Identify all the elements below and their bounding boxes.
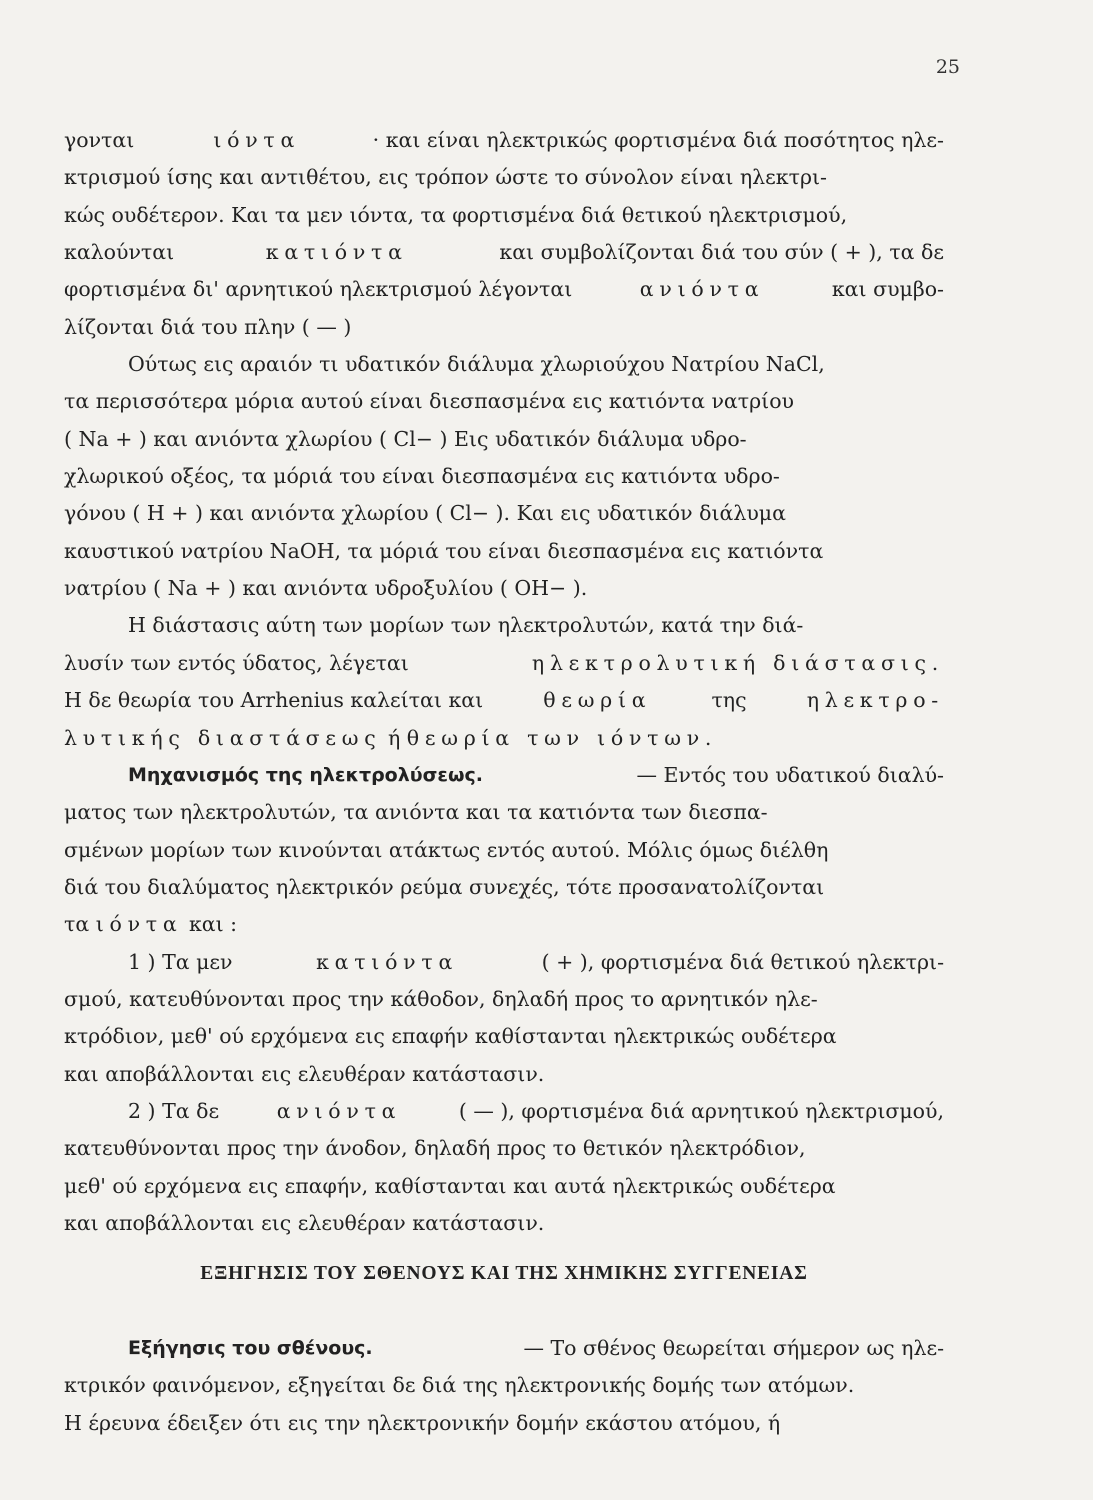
text-run: Η έρευνα έδειξεν ότι εις την ηλεκτρονικήν δομήν εκάστου ατόμου, ή bbox=[64, 1410, 781, 1435]
text-line bbox=[64, 757, 944, 794]
section-heading: ΕΞΗΓΗΣΙΣ ΤΟΥ ΣΘΕΝΟΥΣ ΚΑΙ ΤΗΣ ΧΗΜΙΚΗΣ ΣΥΓΓΕΝΕΙΑΣ bbox=[200, 1263, 808, 1284]
spaced-term: ιόντα bbox=[95, 912, 183, 937]
text-run: σμένων μορίων των κινούνται ατάκτως εντός αυτού. Μόλις όμως διέλθη bbox=[64, 837, 829, 862]
text-run: καυστικού νατρίου NaOH, τα μόριά του είναι διεσπασμένα εις κατιόντα bbox=[64, 538, 824, 563]
text-line bbox=[64, 1367, 944, 1404]
text-run: και αποβάλλονται εις ελευθέραν κατάστασιν. bbox=[64, 1210, 545, 1235]
text-line bbox=[64, 944, 944, 981]
page-number: 25 bbox=[935, 56, 960, 78]
text-line bbox=[64, 869, 944, 906]
spaced-term: ιόντα bbox=[213, 128, 301, 152]
text-line bbox=[64, 1093, 944, 1130]
text-line bbox=[64, 1168, 944, 1205]
spaced-term: θεωρία bbox=[543, 688, 652, 713]
text-line bbox=[64, 832, 944, 869]
text-run: κτρόδιον, μεθ' ού ερχόμενα εις επαφήν καθίστανται ηλεκτρικώς ουδέτερα bbox=[64, 1024, 837, 1049]
text-line bbox=[64, 234, 944, 271]
text-line bbox=[64, 197, 944, 234]
text-line bbox=[64, 159, 944, 196]
text-line bbox=[64, 682, 944, 719]
text-line bbox=[64, 645, 944, 682]
text-line bbox=[64, 421, 944, 458]
text-run: κτρισμού ίσης και αντιθέτου, εις τρόπον ώστε το σύνολον είναι ηλεκτρι- bbox=[64, 165, 827, 190]
text-line bbox=[64, 533, 944, 570]
body-text-continued bbox=[64, 1330, 944, 1442]
text-run: διά του διαλύματος ηλεκτρικόν ρεύμα συνεχές, τότε προσανατολίζονται bbox=[64, 874, 825, 899]
text-run: Η δε θεωρία του Arrhenius καλείται και bbox=[64, 688, 490, 713]
text-run: της bbox=[704, 688, 754, 713]
text-run: γόνου ( H + ) και ανιόντα χλωρίου ( Cl− ). Και εις υδατικόν διάλυμα bbox=[64, 501, 786, 526]
text-run: Ούτως εις αραιόν τι υδατικόν διάλυμα χλωριούχου Νατρίου NaCl, bbox=[128, 352, 825, 377]
text-line bbox=[64, 1056, 944, 1093]
text-run: γονται bbox=[64, 128, 141, 152]
text-line bbox=[64, 607, 944, 644]
text-run: ( Na + ) και ανιόντα χλωρίου ( Cl− ) Εις υδατικόν διάλυμα υδρο- bbox=[64, 426, 747, 451]
text-line bbox=[64, 458, 944, 495]
text-run: ( — ), φορτισμένα διά αρνητικού ηλεκτρισμού, bbox=[452, 1098, 944, 1123]
text-line bbox=[64, 720, 944, 757]
text-line bbox=[64, 1205, 944, 1242]
spaced-term: λυτικής διαστάσεως bbox=[64, 725, 382, 750]
text-run: ματος των ηλεκτρολυτών, τα ανιόντα και τα κατιόντα των διεσπα- bbox=[64, 800, 768, 825]
text-run: Η διάστασις αύτη των μορίων των ηλεκτρολυτών, κατά την διά- bbox=[128, 613, 804, 638]
text-line bbox=[64, 346, 944, 383]
text-line bbox=[64, 122, 944, 159]
text-run: νατρίου ( Na + ) και ανιόντα υδροξυλίου ( OH− ). bbox=[64, 576, 588, 601]
spaced-term: ηλεκτρο- bbox=[806, 688, 944, 713]
text-run: μεθ' ού ερχόμενα εις επαφήν, καθίστανται και αυτά ηλεκτρικώς ουδέτερα bbox=[64, 1173, 836, 1198]
text-run: τα περισσότερα μόρια αυτού είναι διεσπασμένα εις κατιόντα νατρίου bbox=[64, 389, 794, 414]
run-in-heading: Εξήγησις του σθένους. bbox=[128, 1337, 373, 1359]
text-run: χλωρικού οξέος, τα μόριά του είναι διεσπασμένα εις κατιόντα υδρο- bbox=[64, 464, 780, 489]
body-text bbox=[64, 122, 944, 1242]
text-line bbox=[64, 794, 944, 831]
text-run: και συμβο- bbox=[825, 277, 944, 302]
text-run: κατευθύνονται προς την άνοδον, δηλαδή προς το θετικόν ηλεκτρόδιον, bbox=[64, 1136, 806, 1161]
spaced-term: ανιόντα bbox=[639, 277, 765, 302]
text-line bbox=[64, 906, 944, 943]
text-line bbox=[64, 1130, 944, 1167]
text-run: ή bbox=[381, 725, 407, 750]
text-run: και αποβάλλονται εις ελευθέραν κατάστασιν. bbox=[64, 1061, 545, 1086]
text-run: σμού, κατευθύνονται προς την κάθοδον, δηλαδή προς το αρνητικόν ηλε- bbox=[64, 986, 818, 1011]
run-in-heading: Μηχανισμός της ηλεκτρολύσεως. bbox=[128, 763, 483, 786]
text-line bbox=[64, 495, 944, 532]
spaced-term: κατιόντα bbox=[316, 949, 459, 974]
text-run: κώς ουδέτερον. Και τα μεν ιόντα, τα φορτισμένα διά θετικού ηλεκτρισμού, bbox=[64, 202, 848, 227]
text-run: λίζονται διά του πλην ( — ) bbox=[64, 314, 352, 339]
text-line bbox=[64, 1330, 944, 1367]
text-line bbox=[64, 570, 944, 607]
text-run: καλούνται bbox=[64, 240, 181, 265]
spaced-term: ανιόντα bbox=[276, 1098, 402, 1123]
text-run: λυσίν των εντός ύδατος, λέγεται bbox=[64, 650, 416, 675]
text-run: 1 ) Τα μεν bbox=[128, 949, 240, 974]
text-run: — Το σθένος θεωρείται σήμερον ως ηλε- bbox=[516, 1336, 944, 1360]
text-line bbox=[64, 981, 944, 1018]
text-run: ( + ), φορτισμένα διά θετικού ηλεκτρι- bbox=[535, 949, 944, 974]
text-run: και : bbox=[182, 912, 238, 937]
spaced-term: ηλεκτρολυτική διάστασις. bbox=[531, 650, 944, 675]
text-run: — Εντός του υδατικού διαλύ- bbox=[629, 762, 944, 787]
text-run: · και είναι ηλεκτρικώς φορτισμένα διά ποσότητος ηλε- bbox=[372, 128, 944, 152]
text-run: και συμβολίζονται διά του σύν ( + ), τα δε bbox=[492, 240, 944, 265]
text-line bbox=[64, 271, 944, 308]
text-line bbox=[64, 309, 944, 346]
text-run: κτρικόν φαινόμενον, εξηγείται δε διά της ηλεκτρονικής δομής των ατόμων. bbox=[64, 1373, 855, 1398]
text-run: φορτισμένα δι' αρνητικού ηλεκτρισμού λέγονται bbox=[64, 277, 579, 302]
text-run: τα bbox=[64, 912, 96, 937]
spaced-term: θεωρία των ιόντων. bbox=[406, 725, 718, 750]
text-line bbox=[64, 1405, 944, 1442]
text-line bbox=[64, 383, 944, 420]
text-run: 2 ) Τα δε bbox=[128, 1098, 226, 1123]
text-line bbox=[64, 1018, 944, 1055]
spaced-term: κατιόντα bbox=[265, 240, 408, 265]
